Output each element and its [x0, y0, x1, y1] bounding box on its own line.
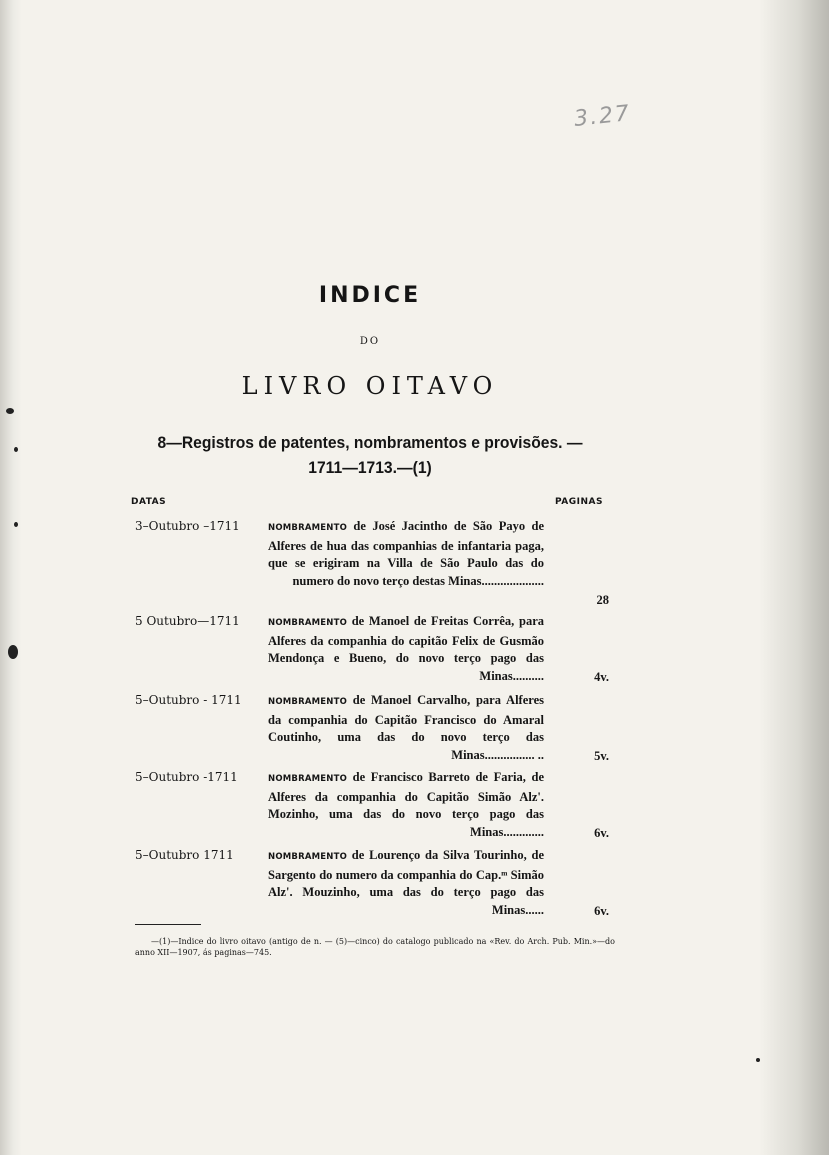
entry-description: [268, 769, 544, 841]
index-entry: [130, 613, 615, 685]
ink-speck: [14, 447, 18, 452]
entry-keyword: NOMBRAMENTO: [268, 697, 348, 707]
ink-speck: [756, 1058, 760, 1062]
entry-description: [268, 518, 544, 590]
subtitle-line-2: 1711—1713.—(1): [308, 458, 432, 477]
footnote-divider: [135, 924, 201, 925]
page-title: INDICE: [318, 283, 422, 308]
entry-text: de José Jacintho de São Payo de Alferes de hua das companhias de infantaria paga, que se erigiram na Villa de São Paulo das do numero do novo terço destas Minas....................: [268, 519, 544, 588]
entry-description: [268, 613, 544, 685]
entry-text: de Lourenço da Silva Tourinho, de Sargento do numero da companhia do Cap.ᵐ Simão Alz'. Mouzinho, uma das do terço pago das Minas......: [268, 848, 544, 917]
entry-date: 5–Outubro 1711: [135, 848, 234, 862]
entry-page: 28: [596, 593, 609, 607]
entry-date: 5 Outubro—1711: [135, 614, 240, 628]
title-connector: DO: [359, 336, 381, 347]
dates-column-header: DATAS: [131, 497, 167, 507]
index-entry: [130, 518, 615, 610]
entry-page: 6v.: [594, 826, 609, 840]
ink-speck: [6, 408, 14, 414]
entry-keyword: NOMBRAMENTO: [268, 618, 348, 628]
ink-speck: [8, 645, 18, 659]
footnote: —(1)—Indice do livro oitavo (antigo de n. — (5)—cinco) do catalogo publicado na «Rev. do Arch. Pub. Min.»—do anno XII—1907, ás paginas—745.: [135, 937, 615, 957]
entry-date: 5–Outubro -1711: [135, 770, 238, 784]
pages-column-header: PAGINAS: [555, 497, 603, 507]
entry-date: 3–Outubro –1711: [135, 519, 240, 533]
entry-page: 4v.: [594, 670, 609, 684]
subtitle: [149, 430, 591, 480]
entry-page: 6v.: [594, 904, 609, 918]
entry-text: de Manoel Carvalho, para Alferes da companhia do Capitão Francisco do Amaral Coutinho, uma das do novo terço das Minas................ ..: [268, 693, 544, 762]
entry-keyword: NOMBRAMENTO: [268, 774, 348, 784]
page-edge-right: [759, 0, 829, 1155]
entry-description: [268, 692, 544, 764]
pencil-annotation: 3.27: [572, 101, 633, 132]
entry-page: 5v.: [594, 749, 609, 763]
entry-date: 5–Outubro - 1711: [135, 693, 242, 707]
entry-description: [268, 847, 544, 919]
ink-speck: [14, 522, 18, 527]
index-entry: [130, 847, 615, 919]
entry-keyword: NOMBRAMENTO: [268, 852, 348, 862]
index-entry: [130, 769, 615, 841]
entry-text: de Francisco Barreto de Faria, de Alferes da companhia do Capitão Simão Alz'. Mozinho, uma das do novo terço pago das Minas.............: [268, 770, 544, 839]
index-entry: [130, 692, 615, 764]
book-title: LIVRO OITAVO: [241, 372, 499, 400]
entry-text: de Manoel de Freitas Corrêa, para Alferes da companhia do capitão Felix de Gusmão Mendonça e Bueno, do novo terço pago das Minas..........: [268, 614, 544, 683]
page-edge-left: [0, 0, 22, 1155]
subtitle-line-1: 8—Registros de patentes, nombramentos e provisões. —: [157, 433, 583, 452]
entry-keyword: NOMBRAMENTO: [268, 523, 348, 533]
